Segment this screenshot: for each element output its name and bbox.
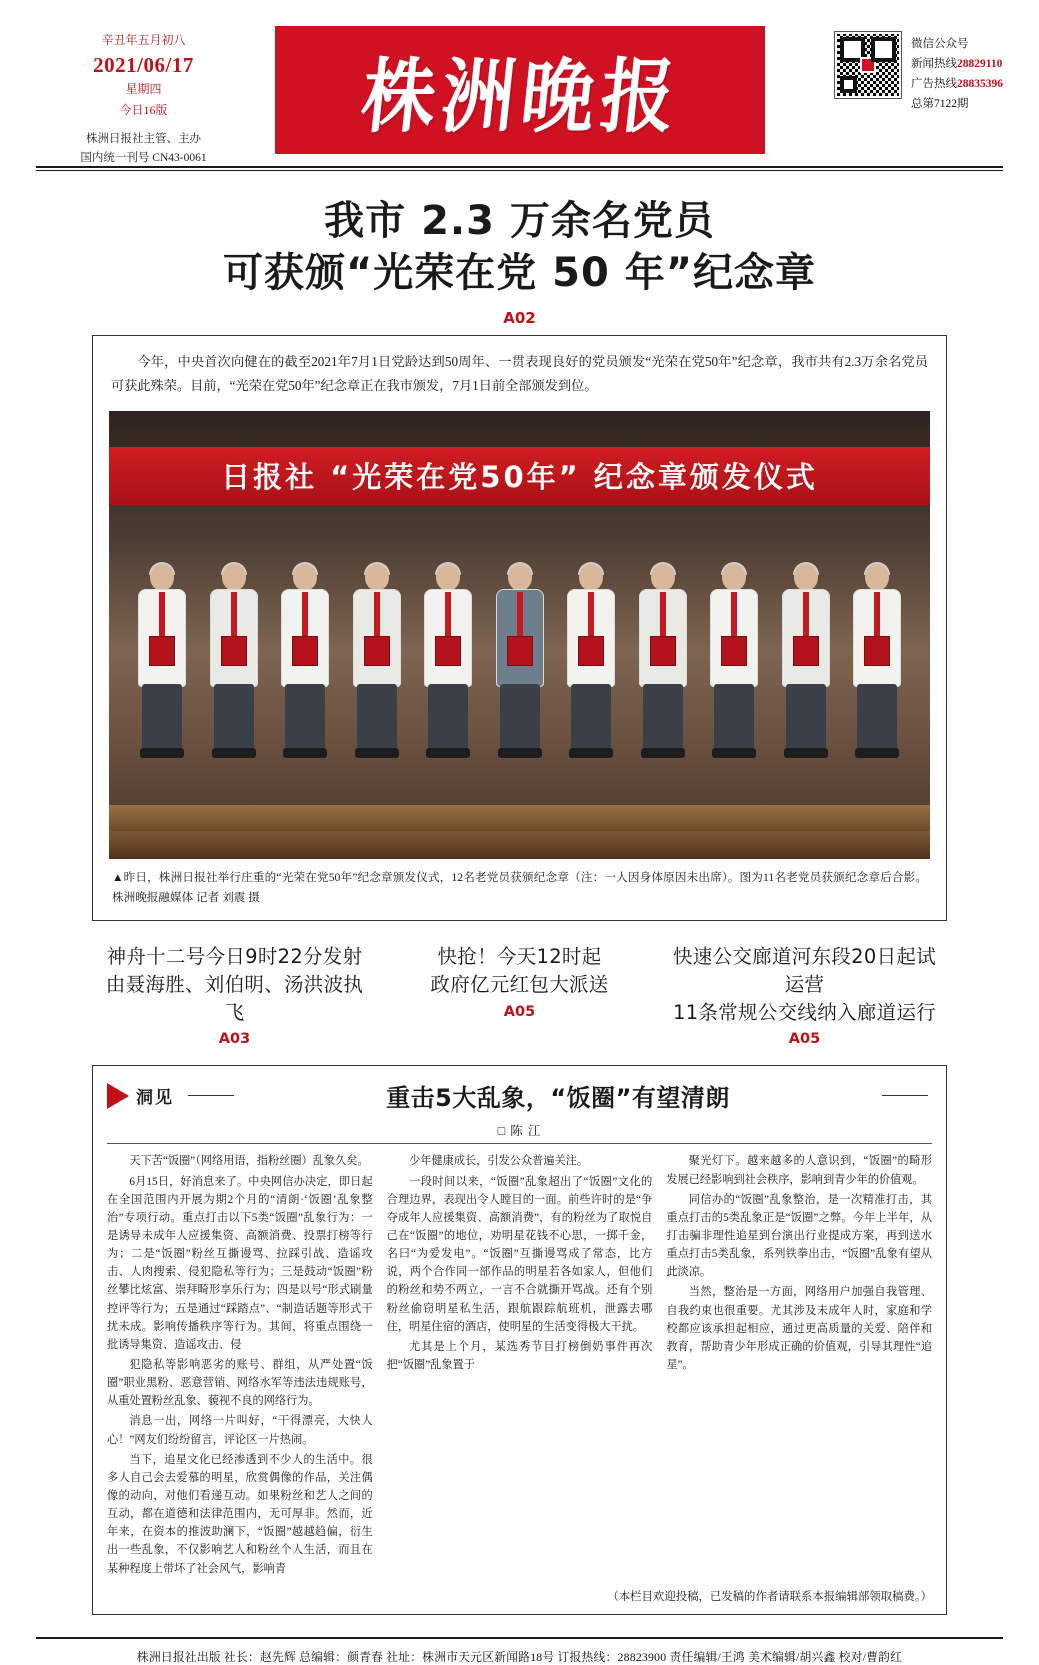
- teaser-item-1[interactable]: [92, 943, 377, 1047]
- teaser-line2: 11条常规公交线纳入廊道运行: [672, 1000, 936, 1024]
- paragraph: 少年健康成长，引发公众普遍关注。: [409, 1155, 589, 1168]
- lead-abstract: 今年，中央首次向健在的截至2021年7月1日党龄达到50周年、一贯表现良好的党员颁发“光荣在党50年”纪念章，我市共有2.3万余名党员可获此殊荣。目前，“光荣在党50年”纪念章正在我市颁发，7月1日前全部颁发到位。: [111, 354, 928, 394]
- paragraph: 犯隐私等影响恶劣的账号、群组，从严处置“饭圈”职业黑粉、恶意营销、网络水军等违法违规账号，从重处置粉丝乱象、藐视不良的网络行为。: [107, 1359, 373, 1408]
- article-column-2: [387, 1152, 653, 1579]
- article-columns: [107, 1152, 932, 1579]
- teaser-line2: 政府亿元红包大派送: [430, 973, 609, 997]
- article-title: 重击5大乱象，“饭圈”有望清朗: [386, 1084, 730, 1113]
- article-header: [107, 1078, 932, 1113]
- photo-person: [703, 564, 765, 769]
- photo-person: [489, 564, 551, 769]
- masthead-right-info: [788, 26, 1003, 115]
- photo-person: [775, 564, 837, 769]
- photo-person: [560, 564, 622, 769]
- teaser-page-ref[interactable]: A05: [788, 1031, 821, 1048]
- weekday: 星期四: [125, 82, 162, 97]
- lead-title-line1: 我市 2.3 万余名党员: [324, 198, 715, 244]
- nameplate: [275, 26, 765, 154]
- article-column-3: [666, 1152, 932, 1579]
- column-flag: [107, 1083, 174, 1109]
- photo-person: [131, 564, 193, 769]
- photo-banner: [109, 447, 930, 505]
- wechat-label: 微信公众号: [911, 38, 969, 50]
- teaser-page-ref[interactable]: A03: [218, 1031, 251, 1048]
- header-rule-right: [882, 1095, 928, 1096]
- photo-person: [846, 564, 908, 769]
- paragraph: 消息一出，网络一片叫好，“干得漂亮，大快人心！”网友们纷纷留言，评论区一片热闹。: [107, 1415, 373, 1446]
- photo-person: [346, 564, 408, 769]
- photo-people-row: [131, 554, 908, 769]
- flag-icon: [107, 1083, 129, 1109]
- header-rule-left: [188, 1095, 234, 1096]
- teaser-line2: 由聂海胜、刘伯明、汤洪波执飞: [105, 973, 364, 1024]
- news-hotline-number: 28829110: [957, 58, 1003, 71]
- commentary-article: [92, 1065, 947, 1614]
- teaser-line1: 快抢！今天12时起: [437, 945, 602, 969]
- masthead-divider-thin: [36, 170, 1003, 171]
- paragraph: 天下苦“饭圈”（网络用语，指粉丝圈）乱象久矣。: [129, 1155, 369, 1168]
- publication-date: 2021/06/17: [93, 53, 194, 77]
- nameplate-container: [251, 26, 788, 154]
- article-divider: [107, 1143, 932, 1144]
- newspaper-title: 株洲晚报: [357, 48, 687, 144]
- column-name: 洞见: [136, 1088, 174, 1109]
- lead-headline-block: [0, 195, 1039, 327]
- paragraph: 6月15日，好消息来了。中央网信办决定，即日起在全国范围内开展为期2个月的“清朗·‘饭圈’乱象整治”专项行动。重点打击以下5类“饭圈”乱象行为：一是诱导未成年人应援集资、高额消费、投票打榜等行为；二是“饭圈”粉丝互撕谩骂、拉踩引战、造谣攻击、人肉搜索、侵犯隐私等行为；三是鼓动“饭圈”粉丝攀比炫富、崇拜畸形享乐行为；四是以号“形式刷量控评等行为；五是通过“踩踏点”、“制造话题等形式干扰未成。影响传播秩序等行为。其间，将重点围绕一批诱导集资、造谣攻击、侵: [107, 1175, 373, 1351]
- photo-person: [632, 564, 694, 769]
- teaser-page-ref[interactable]: A05: [503, 1003, 536, 1020]
- qr-code-icon[interactable]: [835, 32, 901, 98]
- photo-person: [417, 564, 479, 769]
- photo-desk-front: [109, 805, 930, 831]
- teaser-item-2[interactable]: [377, 943, 662, 1047]
- lead-title-line2: 可获颁“光荣在党 50 年”纪念章: [222, 250, 817, 296]
- article-footnote: （本栏目欢迎投稿，已发稿的作者请联系本报编辑部领取稿费。）: [607, 1590, 932, 1603]
- lead-page-ref[interactable]: A02: [503, 309, 536, 327]
- photo-person: [203, 564, 265, 769]
- publisher-line: 株洲日报社主管、主办: [86, 133, 201, 146]
- paragraph: 当下，追星文化已经渗透到不少人的生活中。很多人自己会去爱慕的明星，欣赏偶像的作品，关注偶像的动向，对他们看递互动。如果粉丝和艺人之间的互动，都在道德和法律范围内，无可厚非。然而，近年来，在资本的推波助澜下，“饭圈”越越趋偏，衍生出一些乱象，不仅影响艺人和粉丝个人生活，而且在某种程度上带坏了社会风气，影响青: [107, 1453, 373, 1575]
- page-count: 今日16版: [119, 103, 168, 118]
- page-title: [0, 195, 1039, 299]
- ad-hotline-number: 28835396: [957, 78, 1003, 91]
- news-hotline-label: 新闻热线: [911, 58, 957, 71]
- footer-imprint: 株洲日报社出版 社长：赵先辉 总编辑：颜青春 社址：株洲市天元区新闻路18号 订报热线：28823900 责任编辑/王鸿 美术编辑/胡兴鑫 校对/曹韵红: [136, 1649, 903, 1664]
- lunar-date: 辛丑年五月初八: [101, 33, 186, 47]
- masthead-left-info: [36, 26, 251, 167]
- paragraph: 当然，整治是一方面，网络用户加强自我管理、自我约束也很重要。尤其涉及未成年人时，家庭和学校都应该承担起相应，通过更高质量的关爱、陪伴和教育，帮助青少年形成正确的价值观，引导其理性“追星”。: [666, 1286, 933, 1372]
- teaser-line1: 快速公交廊道河东段20日起试运营: [672, 945, 936, 997]
- issue-number: 总第7122期: [911, 98, 969, 111]
- teaser-line1: 神舟十二号今日9时22分发射: [106, 945, 363, 969]
- photo-caption: ▲昨日，株洲日报社举行庄重的“光荣在党50年”纪念章颁发仪式，12名老党员获颁纪念章（注：一人因身体原因未出席）。图为11名老党员获颁纪念章后合影。株洲晚报融媒体 记者 刘震 摄: [112, 870, 927, 905]
- paragraph: 聚光灯下。越来越多的人意识到，“饭圈”的畸形发展已经影响到社会秩序，影响到青少年的价值观。: [666, 1155, 933, 1186]
- ad-hotline-label: 广告热线: [911, 78, 957, 91]
- masthead: [0, 0, 1039, 164]
- lead-photo: [109, 411, 930, 859]
- article-byline: □ 陈 江: [497, 1124, 542, 1139]
- photo-banner-text: 日报社 “光荣在党50年” 纪念章颁发仪式: [221, 460, 818, 495]
- article-column-1: [107, 1152, 373, 1579]
- teaser-row: [92, 943, 947, 1047]
- teaser-item-3[interactable]: [662, 943, 947, 1047]
- photo-desk-second: [109, 831, 930, 859]
- paragraph: 同信办的“饭圈”乱象整治，是一次精准打击，其重点打击的5类乱象正是“饭圈”之弊。今年上半年，从打击骗非理性追星到台演出行业提成方案，再到送水重点打击5类乱象，系列铁拳出击，“饭圈”乱象有望从此淡凉。: [666, 1193, 933, 1279]
- lead-story-box: [92, 335, 947, 921]
- paragraph: 尤其是上个月，某选秀节目打榜倒奶事件再次把“饭圈”乱象置于: [386, 1340, 653, 1372]
- paragraph: 一段时间以来，“饭圈”乱象超出了“饭圈”文化的合理边界，表现出令人瞠目的一面。前些许时的是“争夺成年人应援集资、高额消费”，有的粉丝为了取悦自己在“饭圈”的地位，劝明星花钱不心思，一掷千金，名曰“为爱发电”。“饭圈”互撕谩骂成了常态，比方说，两个合作同一部作品的明星若各如家人，但他们的粉丝和势不两立，一言不合就撕开骂战。还有个别粉丝偷窃明星私生活，跟航跟踪航班机，泄露去哪住，明星住宿的酒店，使明星的生活变得极大干扰。: [386, 1175, 653, 1333]
- photo-person: [274, 564, 336, 769]
- issn-line: 国内统一刊号 CN43-0061: [80, 151, 207, 164]
